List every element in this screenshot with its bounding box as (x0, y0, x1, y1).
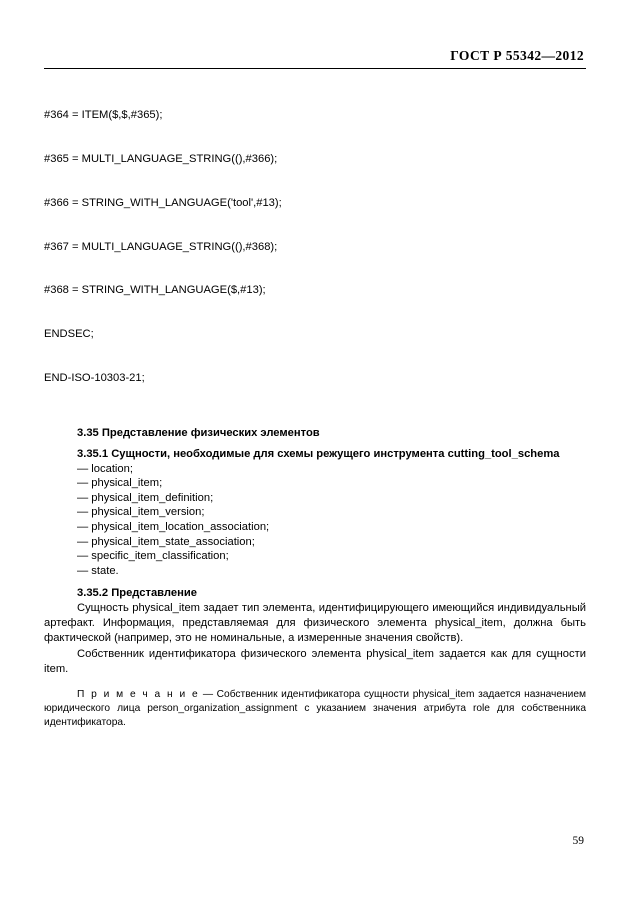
note-text: — Собственник идентификатора сущности physical_item задается назначением юридического лица person_organization_assignment с указанием значения атрибута role для собственника идентификатора. (44, 689, 587, 729)
page-content (44, 79, 586, 730)
code-line: #368 = STRING_WITH_LANGUAGE($,#13); (44, 284, 266, 297)
header-rule (44, 68, 586, 69)
code-line: #365 = MULTI_LANGUAGE_STRING((),#366); (44, 152, 278, 165)
note-label: П р и м е ч а н и е (77, 689, 200, 701)
page-header: ГОСТ Р 55342—2012 (450, 48, 584, 63)
list-item: — physical_item_definition; (77, 491, 214, 504)
entity-list (44, 462, 586, 579)
code-line: END-ISO-10303-21; (44, 371, 145, 384)
code-line: ENDSEC; (44, 328, 94, 341)
list-item: — physical_item_version; (77, 506, 205, 519)
express-code-block (44, 79, 586, 415)
paragraph: Собственник идентификатора физического элемента physical_item задается как для сущности item. (44, 648, 586, 675)
code-line: #366 = STRING_WITH_LANGUAGE('tool',#13); (44, 196, 282, 209)
list-item: — specific_item_classification; (77, 550, 229, 563)
list-item: — state. (77, 564, 119, 577)
section-heading-3-35-1: 3.35.1 Сущности, необходимые для схемы режущего инструмента cutting_tool_schema (77, 447, 560, 460)
code-line: #364 = ITEM($,$,#365); (44, 109, 163, 122)
note-block (44, 688, 586, 730)
page-number: 59 (572, 835, 584, 847)
section-heading-3-35: 3.35 Представление физических элементов (77, 426, 320, 439)
list-item: — location; (77, 462, 133, 475)
list-item: — physical_item_location_association; (77, 521, 270, 534)
list-item: — physical_item_state_association; (77, 535, 255, 548)
code-line: #367 = MULTI_LANGUAGE_STRING((),#368); (44, 240, 278, 253)
paragraph: Сущность physical_item задает тип элемента, идентифицирующего имеющийся индивидуальный артефакт. Информация, представляемая для физического элемента physical_item, должна быть фактической (например, это не номинальные, а измеренные значения свойств). (44, 602, 586, 644)
section-heading-3-35-2: 3.35.2 Представление (77, 587, 197, 600)
list-item: — physical_item; (77, 477, 163, 490)
